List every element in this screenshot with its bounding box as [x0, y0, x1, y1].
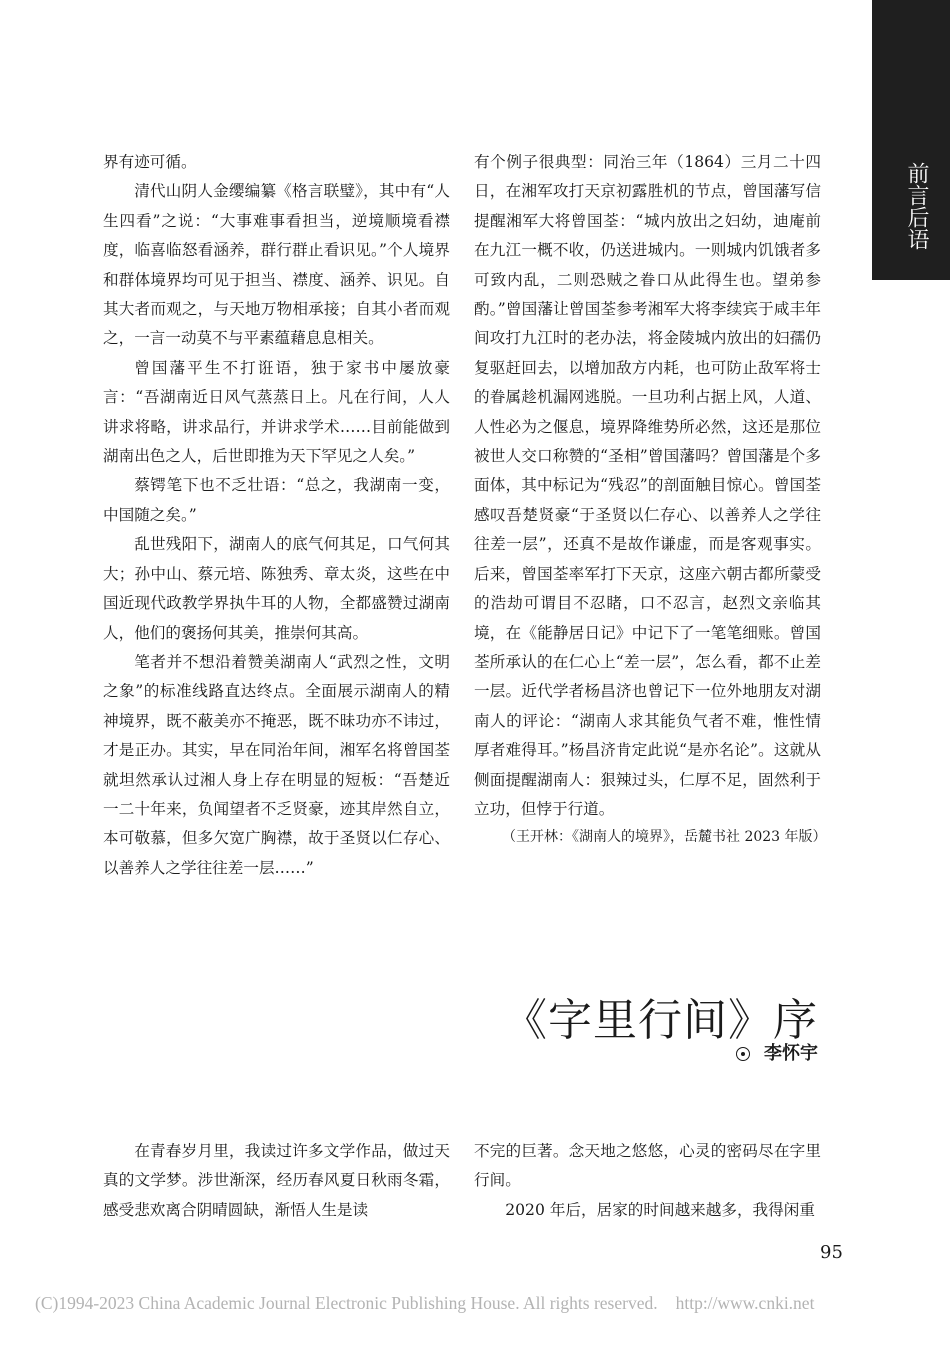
lower-right-column [474, 1137, 821, 1225]
paragraph: 乱世残阳下，湖南人的底气何其足，口气何其大；孙中山、蔡元培、陈独秀、章太炎，这些在中国近现代政教学界执牛耳的人物，全都盛赞过湖南人，他们的褒扬何其美，推崇何其高。 [103, 535, 450, 642]
article-byline [736, 1040, 818, 1068]
section-tab-label: 前言后语 [904, 162, 929, 250]
section-tab [872, 0, 950, 280]
paragraph: 有个例子很典型：同治三年（1864）三月二十四日，在湘军攻打天京初露胜机的节点，曾国藩写信提醒湘军大将曾国荃：“城内放出之妇幼，迪庵前在九江一概不收，仍送进城内。一则城内饥饿者多可致内乱，二则恐贼之眷口从此得生也。望弟参酌。”曾国藩让曾国荃参考湘军大将李续宾于咸丰年间攻打九江时的老办法，将金陵城内放出的妇孺仍复驱赶回去，以增加敌方内耗，也可防止敌军将士的眷属趁机漏网逃脱。一旦功利占据上风，人道、人性必为之偃息，境界降维势所必然，这还是那位被世人交口称赞的“圣相”曾国藩吗？曾国藩是个多面体，其中标记为“残忍”的剖面触目惊心。曾国荃感叹吾楚贤豪“于圣贤以仁存心、以善养人之学往往差一层”，还真不是故作谦虚，而是客观事实。后来，曾国荃率军打下天京，这座六朝古都所蒙受的浩劫可谓目不忍睹，口不忍言，赵烈文亲临其境，在《能静居日记》中记下了一笔笔细账。曾国荃所承认的在仁心上“差一层”，怎么看，都不止差一层。近代学者杨昌济也曾记下一位外地朋友对湖南人的评论：“湖南人求其能负气者不难，惟性情厚者难得耳。”杨昌济肯定此说“是亦名论”。这就从侧面提醒湖南人：狠辣过头，仁厚不足，固然利于立功，但悖于行道。 [474, 153, 821, 818]
paragraph: 界有迹可循。 [103, 153, 197, 171]
byline-circle-icon [736, 1047, 750, 1061]
source-citation: （王开林：《湖南人的境界》，岳麓书社 2023 年版） [502, 829, 827, 846]
lower-left-column [103, 1137, 450, 1225]
paragraph: 不完的巨著。念天地之悠悠，心灵的密码尽在字里行间。 [474, 1142, 821, 1190]
footer-url: http://www.cnki.net [675, 1293, 815, 1313]
paragraph: 2020 年后，居家的时间越来越多，我得闲重 [505, 1200, 815, 1219]
author-name: 李怀宇 [764, 1043, 818, 1064]
article-title: 《字里行间》序 [503, 995, 818, 1047]
paragraph: 曾国藩平生不打诳语，独于家书中屡放豪言：“吾湖南近日风气蒸蒸日上。凡在行间，人人讲求将略，讲求品行，并讲求学术……目前能做到湖南出色之人，后世即推为天下罕见之人矣。” [103, 358, 450, 466]
paragraph: 笔者并不想沿着赞美湖南人“武烈之性，文明之象”的标准线路直达终点。全面展示湖南人的精神境界，既不蔽美亦不掩恶，既不昧功亦不讳过，才是正办。其实，早在同治年间，湘军名将曾国荃就坦然承认过湘人身上存在明显的短板：“吾楚近一二十年来，负闻望者不乏贤豪，迹其岸然自立，本可敬慕，但多欠宽广胸襟，故于圣贤以仁存心、以善养人之学往往差一层……” [103, 652, 450, 877]
page-number: 95 [820, 1242, 843, 1263]
copyright-footer [35, 1290, 814, 1316]
paragraph: 在青春岁月里，我读过许多文学作品，做过天真的文学梦。涉世渐深，经历春风夏日秋雨冬霜，感受悲欢离合阴晴圆缺，渐悟人生是读 [103, 1142, 450, 1219]
paragraph: 清代山阴人金缨编纂《格言联璧》，其中有“人生四看”之说：“大事难事看担当，逆境顺境看襟度，临喜临怒看涵养，群行群止看识见。”个人境界和群体境界均可见于担当、襟度、涵养、识见。自其大者而观之，与天地万物相承接；自其小者而观之，一言一动莫不与平素蕴藉息息相关。 [103, 182, 450, 348]
copyright-text: (C)1994-2023 China Academic Journal Electronic Publishing House. All rights reserved. [35, 1293, 658, 1313]
upper-right-column [474, 148, 827, 851]
paragraph: 蔡锷笔下也不乏壮语：“总之，我湖南一变，中国随之矣。” [103, 476, 450, 524]
upper-left-column [103, 148, 450, 883]
